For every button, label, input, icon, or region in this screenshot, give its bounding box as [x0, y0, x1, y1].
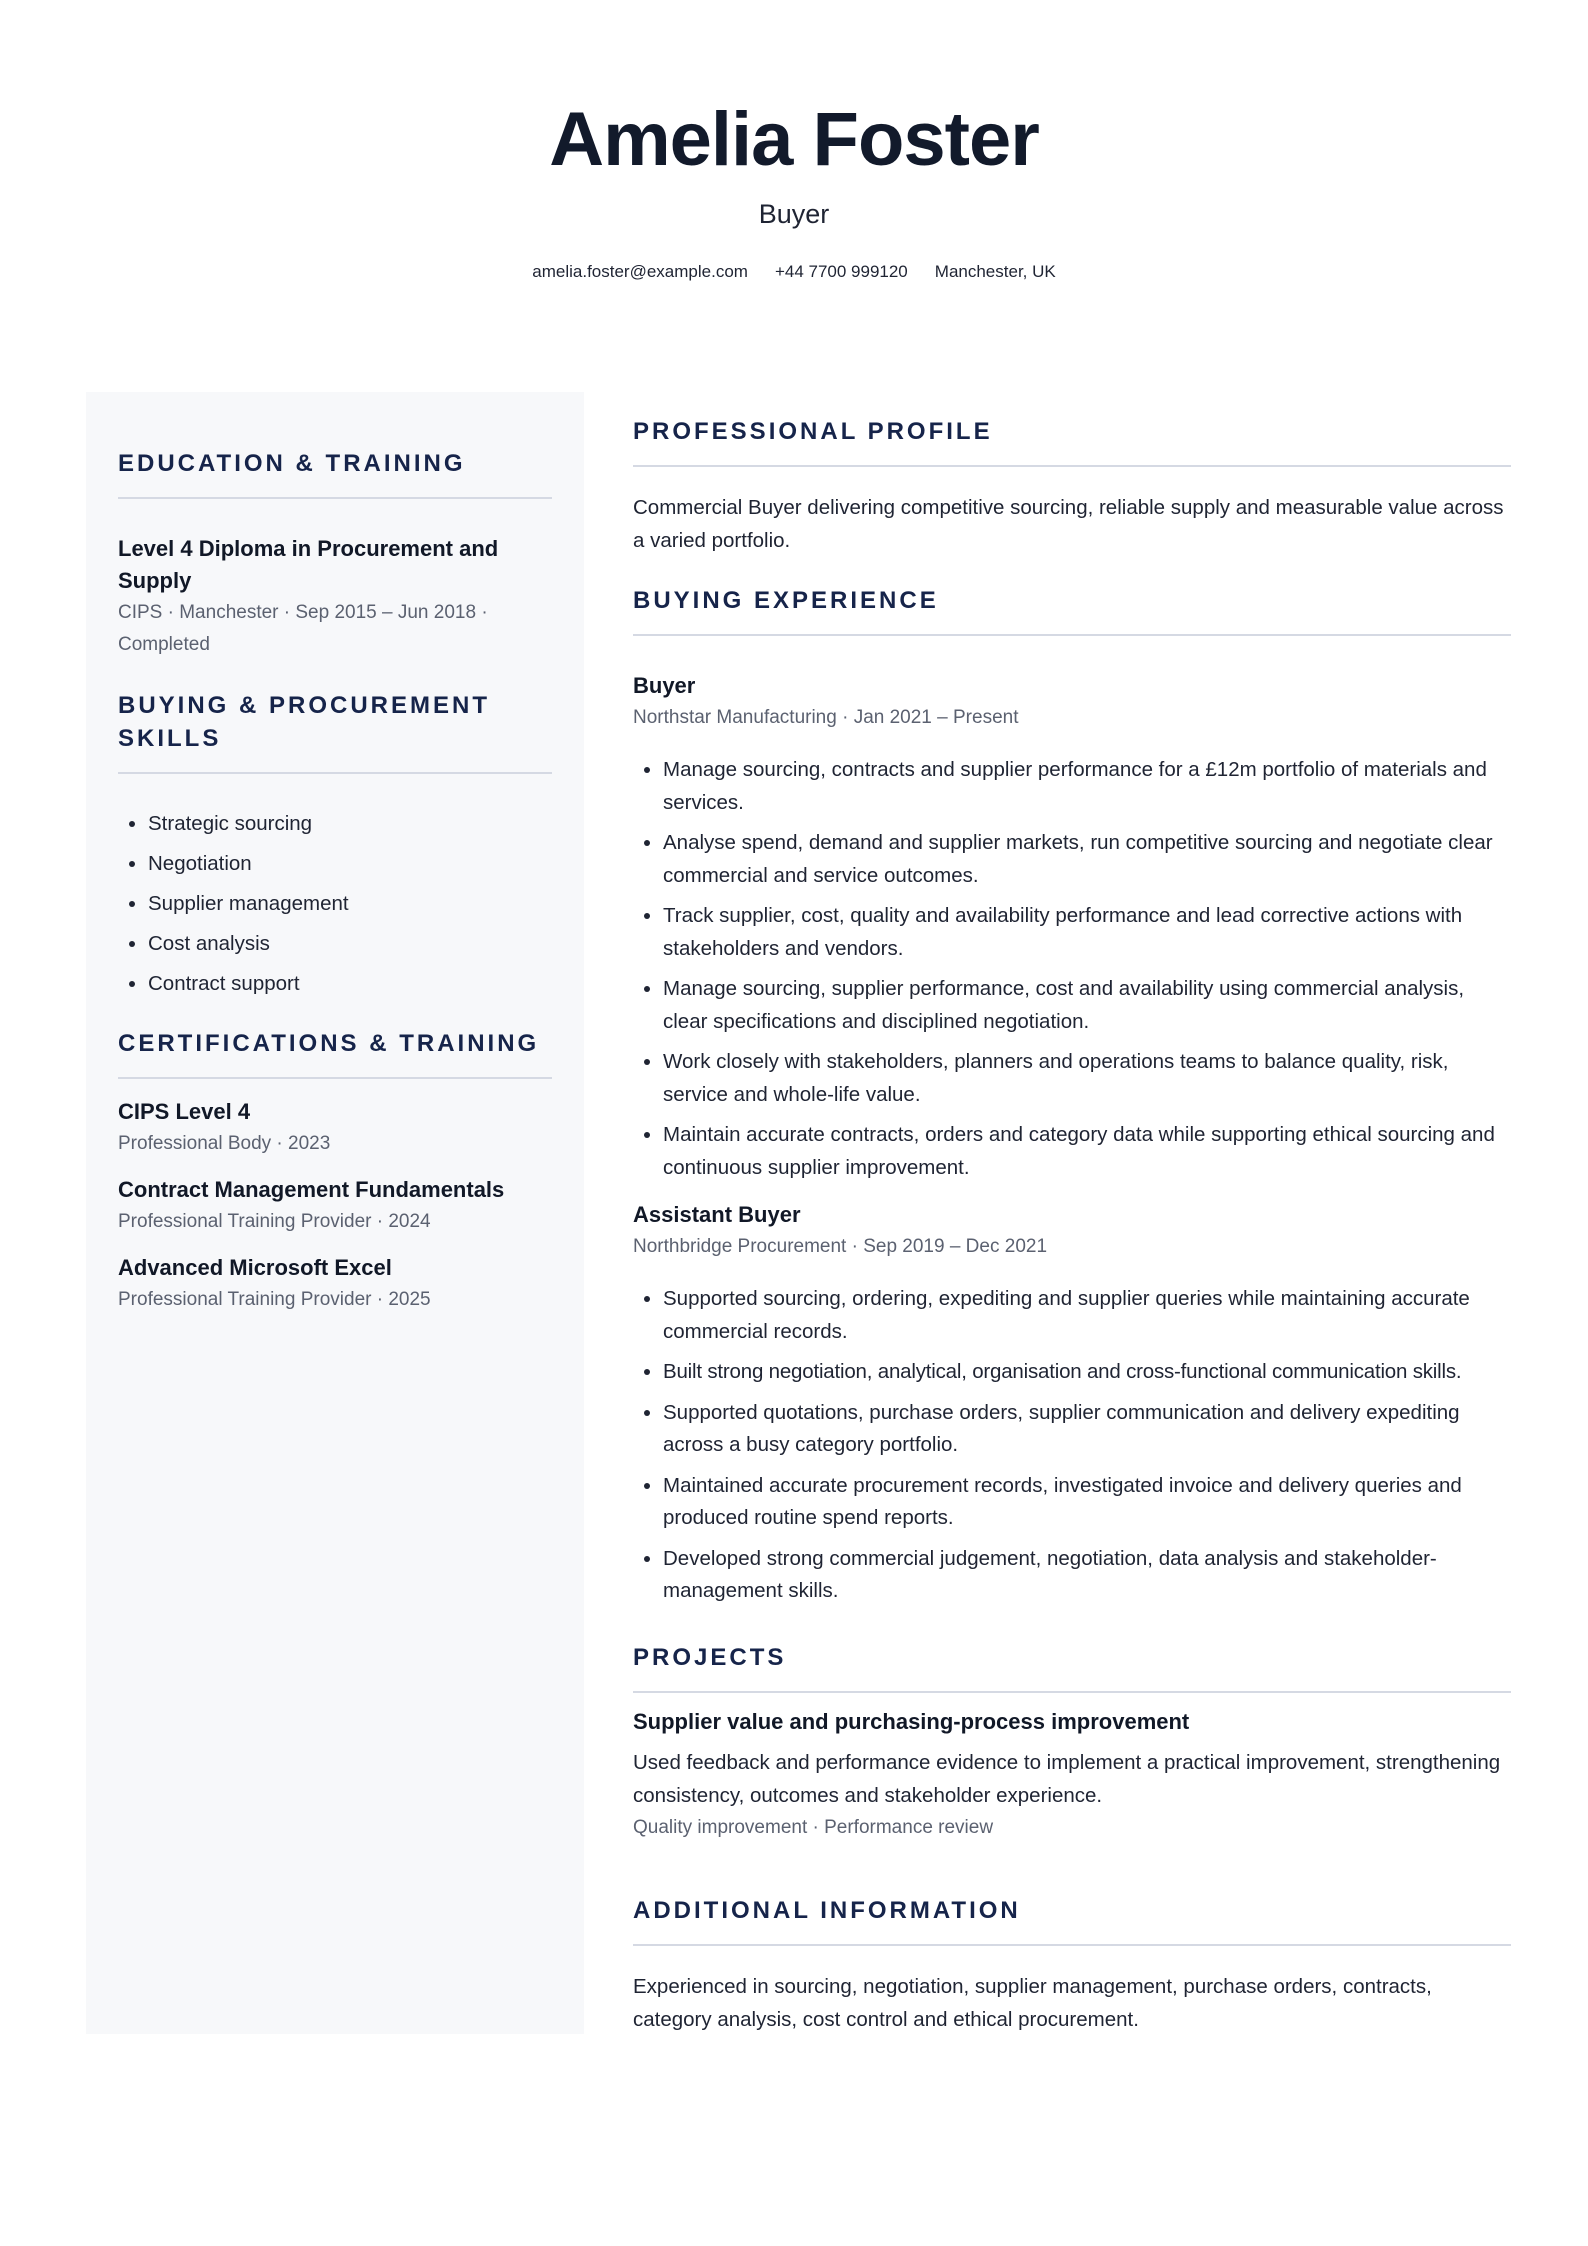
job-bullet: • Supported sourcing, ordering, expediting and supplier queries while maintaining accurate commercial records.	[663, 1283, 1511, 1348]
job-role: Assistant Buyer	[633, 1202, 801, 1227]
job-bullets	[633, 1283, 1511, 1608]
job-entry	[633, 1199, 1511, 1608]
certification-entry	[118, 1252, 552, 1316]
project-text: Used feedback and performance evidence to implement a practical improvement, strengthening consistency, outcomes and stakeholder experience.	[633, 1751, 1501, 1807]
skills-section	[118, 689, 552, 1001]
additional-divider	[633, 1944, 1511, 1946]
job-entry	[633, 670, 1511, 1184]
job-bullet: • Manage sourcing, contracts and supplier performance for a £12m portfolio of materials and services.	[663, 754, 1511, 819]
contact-line	[0, 260, 1588, 284]
certification-name: Advanced Microsoft Excel	[118, 1255, 392, 1280]
job-bullet: • Built strong negotiation, analytical, organisation and cross-functional communication skills.	[663, 1356, 1511, 1389]
skills-title: BUYING & PROCUREMENT SKILLS	[118, 692, 491, 752]
experience-section	[633, 584, 1511, 1608]
certifications-section	[118, 1027, 552, 1316]
sidebar	[86, 392, 584, 2034]
certification-meta: Professional Training Provider · 2024	[118, 1211, 431, 1232]
additional-section	[633, 1894, 1511, 2036]
certification-entry	[118, 1096, 552, 1160]
projects-title: PROJECTS	[633, 1644, 787, 1671]
profile-title: PROFESSIONAL PROFILE	[633, 418, 993, 445]
job-bullet: • Developed strong commercial judgement, negotiation, data analysis and stakeholder-management skills.	[663, 1543, 1511, 1608]
location-text: Manchester, UK	[934, 262, 1056, 281]
profile-divider	[633, 465, 1511, 467]
skill-item: • Contract support	[148, 968, 552, 1001]
additional-text: Experienced in sourcing, negotiation, supplier management, purchase orders, contracts, category analysis, cost control and ethical procurement.	[633, 1975, 1432, 2031]
certification-meta: Professional Training Provider · 2025	[118, 1289, 431, 1310]
skill-item: • Supplier management	[148, 888, 552, 921]
experience-divider	[633, 634, 1511, 636]
job-bullet: • Supported quotations, purchase orders, supplier communication and delivery expediting across a busy category portfolio.	[663, 1397, 1511, 1462]
education-divider	[118, 497, 552, 499]
candidate-role: Buyer	[758, 199, 830, 229]
job-bullet: • Maintain accurate contracts, orders and category data while supporting ethical sourcing and continuous supplier improvement.	[663, 1119, 1511, 1184]
job-meta: Northstar Manufacturing · Jan 2021 – Present	[633, 707, 1019, 728]
profile-text: Commercial Buyer delivering competitive sourcing, reliable supply and measurable value across a varied portfolio.	[633, 496, 1504, 552]
job-meta: Northbridge Procurement · Sep 2019 – Dec 2021	[633, 1236, 1048, 1257]
project-name: Supplier value and purchasing-process improvement	[633, 1709, 1190, 1734]
job-bullet: • Work closely with stakeholders, planners and operations teams to balance quality, risk, service and whole-life value.	[663, 1046, 1511, 1111]
projects-section	[633, 1641, 1511, 1844]
education-section	[118, 447, 552, 661]
education-title: EDUCATION & TRAINING	[118, 450, 466, 477]
education-meta: CIPS · Manchester · Sep 2015 – Jun 2018 · Completed	[118, 602, 488, 655]
certifications-divider	[118, 1077, 552, 1079]
skill-item: • Cost analysis	[148, 928, 552, 961]
job-bullet: • Maintained accurate procurement records, investigated invoice and delivery queries and produced routine spend reports.	[663, 1470, 1511, 1535]
project-tags: Quality improvement · Performance review	[633, 1817, 994, 1838]
job-bullet: • Manage sourcing, supplier performance, cost and availability using commercial analysis, clear specifications and disciplined negotiation.	[663, 973, 1511, 1038]
education-name: Level 4 Diploma in Procurement and Supply	[118, 536, 499, 593]
skills-divider	[118, 772, 552, 774]
education-entry	[118, 533, 552, 661]
projects-divider	[633, 1691, 1511, 1693]
skills-list	[118, 808, 552, 1001]
job-bullet: • Track supplier, cost, quality and availability performance and lead corrective actions with stakeholders and vendors.	[663, 900, 1511, 965]
job-bullets	[633, 754, 1511, 1184]
candidate-name: Amelia Foster	[549, 97, 1039, 182]
certification-entry	[118, 1174, 552, 1238]
phone-text: +44 7700 999120	[774, 262, 908, 281]
skill-item: • Negotiation	[148, 848, 552, 881]
certifications-title: CERTIFICATIONS & TRAINING	[118, 1030, 540, 1057]
profile-section	[633, 415, 1511, 557]
skill-item: • Strategic sourcing	[148, 808, 552, 841]
additional-title: ADDITIONAL INFORMATION	[633, 1897, 1021, 1924]
experience-title: BUYING EXPERIENCE	[633, 587, 939, 614]
email-text: amelia.foster@example.com	[532, 262, 748, 281]
certification-name: Contract Management Fundamentals	[118, 1177, 505, 1202]
job-role: Buyer	[633, 673, 696, 698]
certification-meta: Professional Body · 2023	[118, 1133, 331, 1154]
job-bullet: • Analyse spend, demand and supplier markets, run competitive sourcing and negotiate clear commercial and service outcomes.	[663, 827, 1511, 892]
certification-name: CIPS Level 4	[118, 1099, 251, 1124]
